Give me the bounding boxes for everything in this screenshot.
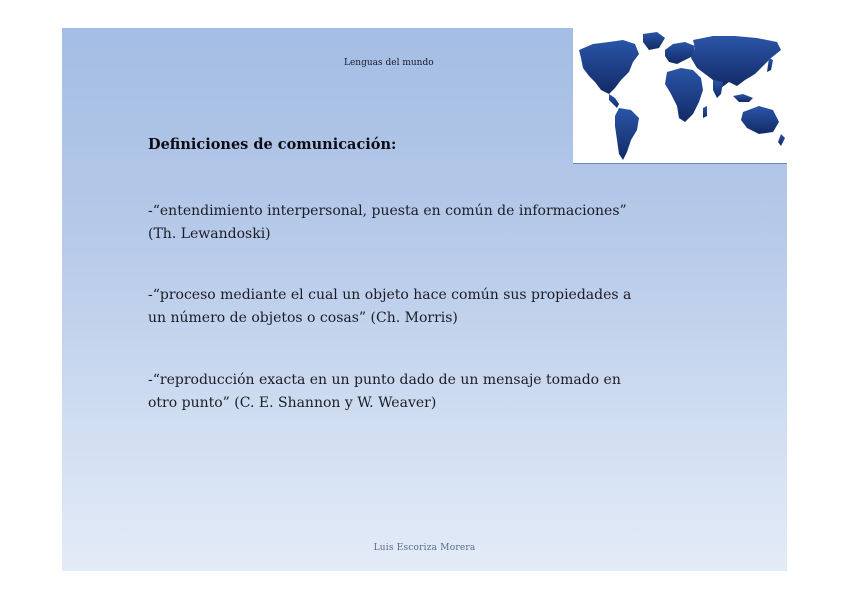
south-america-shape — [615, 108, 639, 160]
definition-line: un número de objetos o cosas” (Ch. Morris) — [148, 310, 458, 326]
definition-item — [148, 200, 708, 246]
africa-shape — [665, 68, 703, 122]
australia-shape — [741, 106, 779, 134]
europe-shape — [665, 42, 695, 64]
definition-line: (Th. Lewandoski) — [148, 226, 271, 242]
north-america-shape — [579, 40, 639, 94]
definition-item — [148, 369, 708, 415]
definition-line: -“reproducción exacta en un punto dado de un mensaje tomado en — [148, 372, 621, 388]
india-shape — [713, 80, 723, 98]
greenland-shape — [643, 32, 665, 50]
definition-item — [148, 284, 708, 330]
definition-line: -“entendimiento interpersonal, puesta en común de informaciones” — [148, 203, 627, 219]
central-america-shape — [609, 94, 619, 108]
definition-line: otro punto” (C. E. Shannon y W. Weaver) — [148, 395, 437, 411]
slide — [62, 28, 787, 571]
definition-line: -“proceso mediante el cual un objeto hace común sus propiedades a — [148, 287, 632, 303]
new-zealand-shape — [778, 134, 785, 146]
world-map-graphic — [573, 28, 787, 163]
madagascar-shape — [703, 106, 707, 118]
footer-author: Luis Escoriza Morera — [373, 543, 476, 553]
asia-shape — [691, 36, 781, 88]
section-heading: Definiciones de comunicación: — [148, 136, 397, 153]
world-map-icon — [573, 28, 787, 164]
header-title: Lenguas del mundo — [344, 58, 434, 68]
indonesia-shape — [733, 94, 753, 102]
